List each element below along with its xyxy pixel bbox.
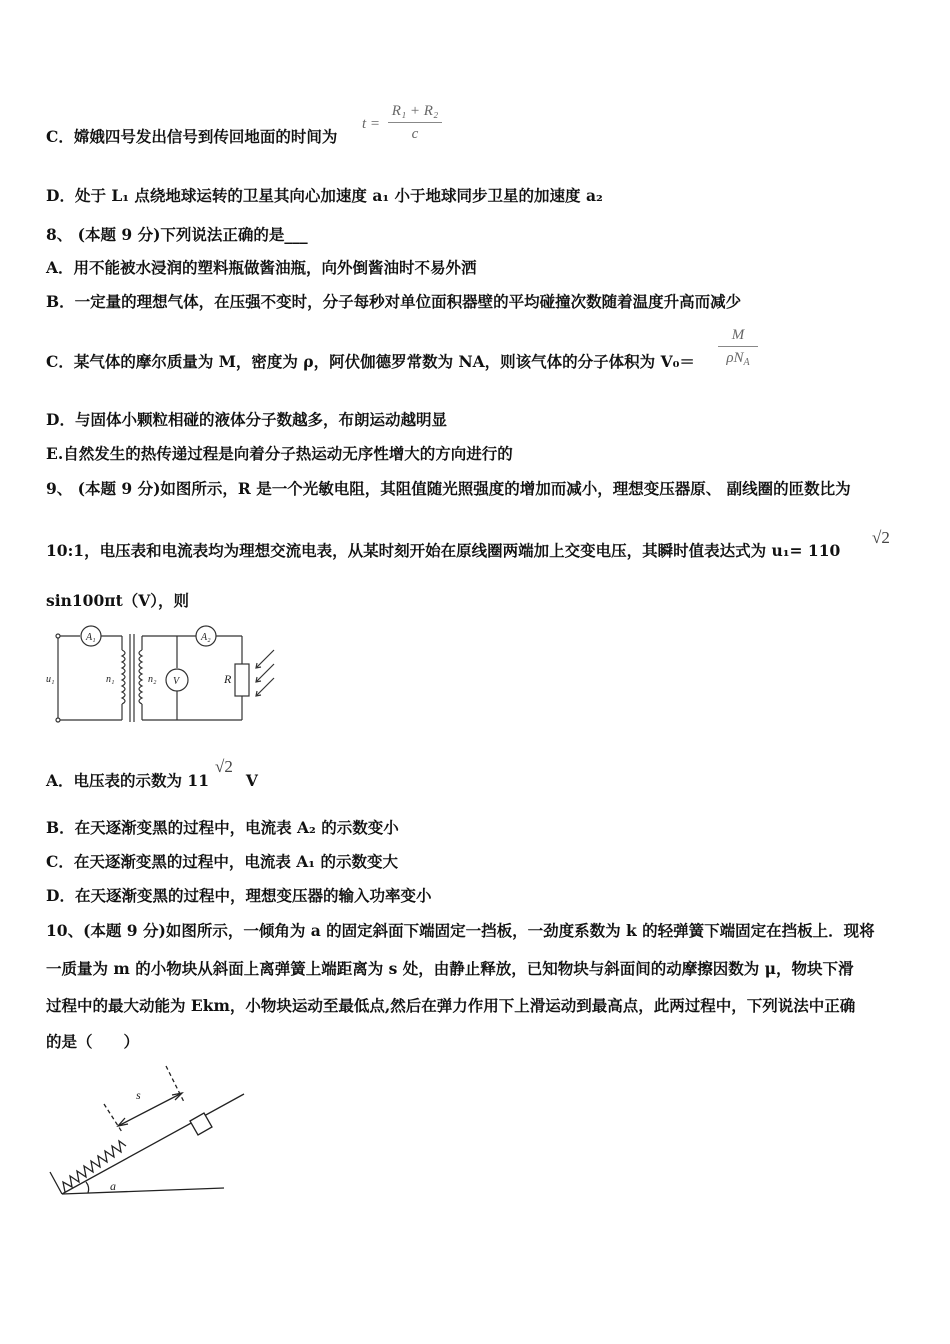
q8-option-d: D．与固体小颗粒相碰的液体分子数越多，布朗运动越明显 <box>46 410 447 429</box>
n1-label: n₁ <box>106 674 115 685</box>
formula-numerator: M <box>731 327 745 343</box>
voltmeter-label: V <box>173 676 180 687</box>
q8-option-e: E.自然发生的热传递过程是向着分子热运动无序性增大的方向进行的 <box>46 444 513 463</box>
formula-denominator: ρN <box>726 350 744 366</box>
q9-stem-line3: sin100πt（V），则 <box>46 591 190 610</box>
q10-stem-line4: 的是（ ） <box>46 1032 140 1051</box>
q7-option-d: D．处于 L₁ 点绕地球运转的卫星其向心加速度 a₁ 小于地球同步卫星的加速度 a₂ <box>46 186 603 205</box>
formula-denominator-sub: A <box>743 357 750 368</box>
formula-lhs: t = <box>362 116 381 132</box>
q9-sqrt2: √2 <box>872 528 890 547</box>
q7-option-c: C．嫦娥四号发出信号到传回地面的时间为 <box>46 127 338 146</box>
q8-stem: 8、 (本题 9 分)下列说法正确的是___ <box>46 225 308 244</box>
q9-stem-line1: 9、 (本题 9 分)如图所示，R 是一个光敏电阻，其阻值随光照强度的增加而减小，理想变压器原、 副线圈的匝数比为 <box>46 479 851 498</box>
n2-label: n₂ <box>148 674 157 685</box>
q8-option-b: B．一定量的理想气体，在压强不变时，分子每秒对单位面积器壁的平均碰撞次数随着温度升高而减少 <box>46 292 742 311</box>
q9-option-d: D．在天逐渐变黑的过程中，理想变压器的输入功率变小 <box>46 886 432 905</box>
q10-stem-line2: 一质量为 m 的小物块从斜面上离弹簧上端距离为 s 处，由静止释放，已知物块与斜面间的动摩擦因数为 μ，物块下滑 <box>46 959 854 978</box>
q9-option-c: C．在天逐渐变黑的过程中，电流表 A₁ 的示数变大 <box>46 852 398 871</box>
q9-option-a-prefix: A．电压表的示数为 11 <box>46 771 209 790</box>
q9-option-a-sqrt2: √2 <box>215 757 233 776</box>
q8-option-c: C．某气体的摩尔质量为 M，密度为 ρ，阿伏伽德罗常数为 NA，则该气体的分子体积为 V₀＝ <box>46 352 695 371</box>
q9-option-b: B．在天逐渐变黑的过程中，电流表 A₂ 的示数变小 <box>46 818 399 837</box>
q10-stem-line1: 10、(本题 9 分)如图所示，一倾角为 a 的固定斜面下端固定一挡板，一劲度系数为 k 的轻弹簧下端固定在挡板上．现将 <box>46 921 875 940</box>
angle-a-label: a <box>110 1179 116 1193</box>
resistor-r-label: R <box>224 672 232 686</box>
u1-label: u₁ <box>46 674 55 685</box>
distance-s-label: s <box>136 1088 141 1102</box>
q10-incline-diagram <box>44 1062 248 1200</box>
ammeter-a2-label: A₂ <box>201 632 211 643</box>
q9-option-a-unit: V <box>245 771 258 790</box>
q7-optc-formula <box>362 102 442 143</box>
q9-stem-line2: 10:1，电压表和电流表均为理想交流电表，从某时刻开始在原线圈两端加上交变电压，其瞬时值表达式为 u₁= 110 <box>46 541 841 560</box>
q8-option-a: A．用不能被水浸润的塑料瓶做酱油瓶，向外倒酱油时不易外洒 <box>46 258 477 277</box>
formula-denominator: c <box>411 126 419 142</box>
formula-numerator: R₁ + R₂ <box>391 103 439 119</box>
q9-circuit-diagram <box>44 624 280 728</box>
q10-stem-line3: 过程中的最大动能为 Ekm，小物块运动至最低点,然后在弹力作用下上滑运动到最高点，此两过程中，下列说法中正确 <box>46 996 856 1015</box>
ammeter-a1-label: A₁ <box>86 632 96 643</box>
q8-optc-formula <box>718 326 758 372</box>
